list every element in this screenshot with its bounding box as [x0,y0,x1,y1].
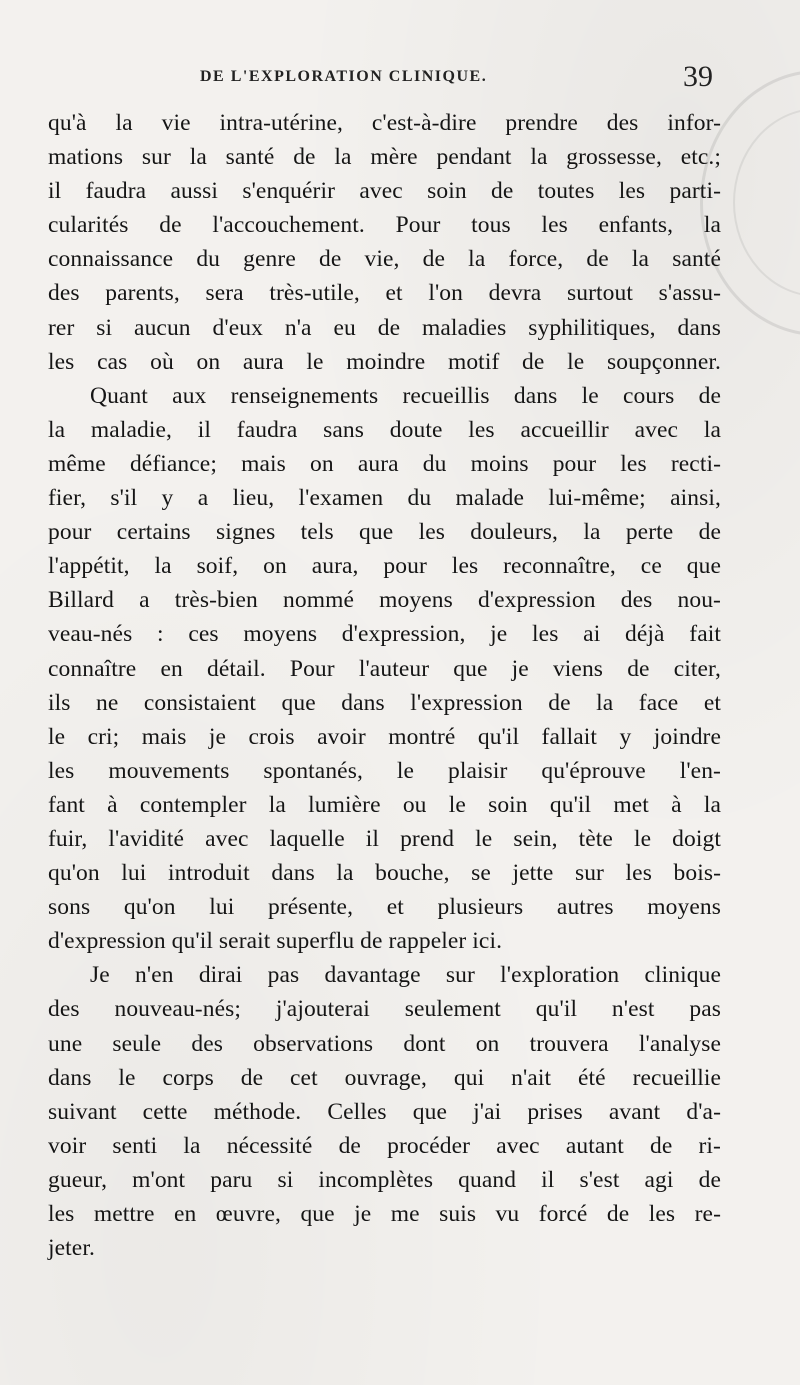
body-text [48,106,721,1265]
running-head [0,60,800,93]
text-line: connaître en détail. Pour l'auteur que je viens de citer, [48,655,721,682]
text-line: veau-nés : ces moyens d'expression, je les ai déjà fait [48,621,721,648]
text-line: pour certains signes tels que les douleurs, la perte de [48,519,721,546]
text-line: fier, s'il y a lieu, l'examen du malade lui-même; ainsi, [48,485,721,512]
text-line: le cri; mais je crois avoir montré qu'il fallait y joindre [48,723,721,750]
text-line: suivant cette méthode. Celles que j'ai prises avant d'a- [48,1098,721,1125]
text-line: la maladie, il faudra sans doute les accueillir avec la [48,416,721,443]
text-line: gueur, m'ont paru si incomplètes quand il s'est agi de [48,1166,721,1193]
text-line: même défiance; mais on aura du moins pour les recti- [48,450,721,477]
text-line: fuir, l'avidité avec laquelle il prend le sein, tète le doigt [48,825,721,852]
text-line: il faudra aussi s'enquérir avec soin de toutes les parti- [48,178,721,205]
text-line: d'expression qu'il serait superflu de rappeler ici. [48,928,503,955]
text-line: Billard a très-bien nommé moyens d'expression des nou- [48,587,721,614]
text-line: Quant aux renseignements recueillis dans le cours de [90,382,721,409]
text-line: mations sur la santé de la mère pendant la grossesse, etc.; [48,144,721,171]
text-line: fant à contempler la lumière ou le soin qu'il met à la [48,791,721,818]
text-line: une seule des observations dont on trouvera l'analyse [48,1030,721,1057]
text-line: des parents, sera très-utile, et l'on devra surtout s'assu- [48,280,721,307]
text-line: sons qu'on lui présente, et plusieurs autres moyens [48,894,721,921]
text-line: voir senti la nécessité de procéder avec autant de ri- [48,1132,721,1159]
text-line: les mettre en œuvre, que je me suis vu forcé de les re- [48,1201,721,1227]
text-line: qu'on lui introduit dans la bouche, se jette sur les bois- [48,860,721,887]
text-line: les cas où on aura le moindre motif de le soupçonner. [48,348,721,375]
text-line: Je n'en dirai pas davantage sur l'exploration clinique [90,962,721,989]
text-line: les mouvements spontanés, le plaisir qu'éprouve l'en- [48,757,721,784]
page-number: 39 [683,60,713,93]
text-line: dans le corps de cet ouvrage, qui n'ait été recueillie [48,1064,721,1091]
text-line: jeter. [48,1235,95,1262]
library-stamp-inner-ring [733,108,800,297]
text-line: rer si aucun d'eux n'a eu de maladies syphilitiques, dans [48,314,721,341]
text-line: cularités de l'accouchement. Pour tous les enfants, la [48,212,721,239]
text-line: qu'à la vie intra-utérine, c'est-à-dire prendre des infor- [48,110,721,136]
text-line: des nouveau-nés; j'ajouterai seulement qu'il n'est pas [48,996,721,1023]
text-line: connaissance du genre de vie, de la force, de la santé [48,246,721,273]
text-line: ils ne consistaient que dans l'expression de la face et [48,689,721,716]
running-title: DE L'EXPLORATION CLINIQUE. [200,68,488,85]
text-line: l'appétit, la soif, on aura, pour les reconnaître, ce que [48,553,721,580]
